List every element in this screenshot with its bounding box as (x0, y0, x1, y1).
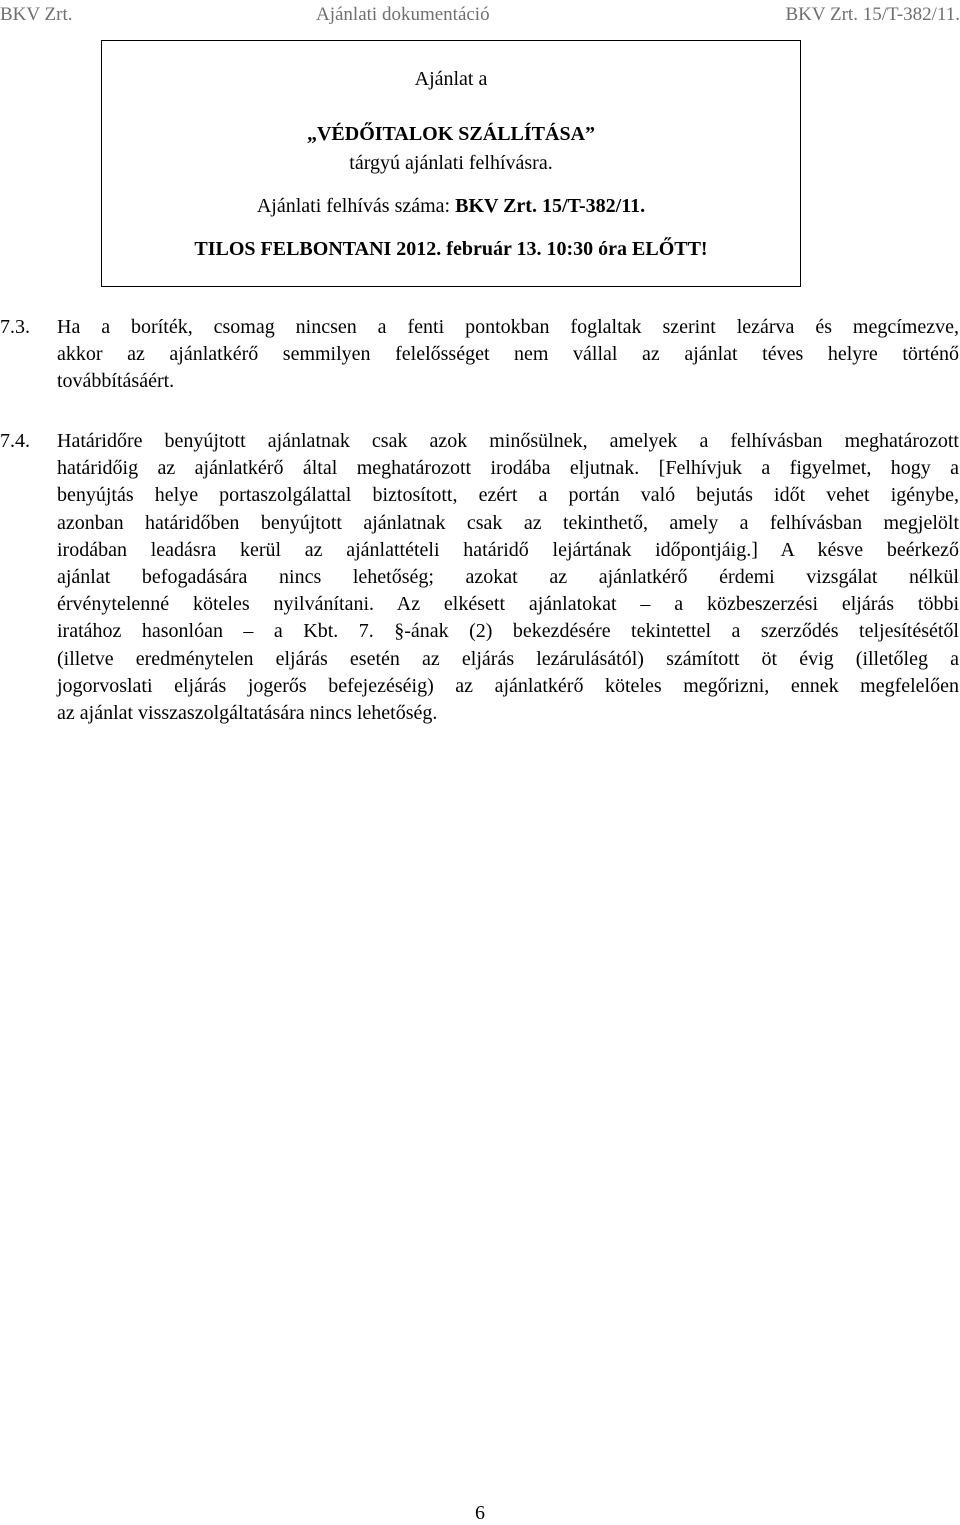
text-line: irodában leadásra kerül az ajánlattételi határidő lejártának időpontjáig.] A késve beérkező (57, 538, 959, 561)
page-number: 6 (475, 1502, 485, 1524)
section-number-7-3: 7.3. (0, 316, 30, 338)
section-number-7-4: 7.4. (0, 430, 30, 452)
text-line: érvénytelenné köteles nyilvánítani. Az elkésett ajánlatokat – a közbeszerzési eljárás többi (57, 593, 959, 616)
text-line: azonban határidőben benyújtott ajánlatnak csak az tekinthető, amely a felhívásban megjelölt (57, 511, 959, 534)
header-left: BKV Zrt. (0, 4, 73, 25)
text-line: az ajánlat visszaszolgáltatására nincs lehetőség. (57, 701, 438, 724)
text-line: Határidőre benyújtott ajánlatnak csak azok minősülnek, amelyek a felhívásban meghatározott (57, 430, 959, 452)
text-line: ajánlat befogadására nincs lehetőség; azokat az ajánlatkérő érdemi vizsgálat nélkül (57, 565, 959, 588)
header-center: Ajánlati dokumentáció (316, 4, 490, 25)
header-right: BKV Zrt. 15/T-382/11. (785, 4, 960, 25)
box-title: „VÉDŐITALOK SZÁLLÍTÁSA” (306, 123, 596, 145)
box-reference (102, 195, 800, 218)
text-line: (illetve eredménytelen eljárás esetén az eljárás lezárulásától) számított öt évig (illetőleg a (57, 647, 959, 670)
text-line: továbbításáért. (57, 370, 175, 393)
box-reference-prefix: Ajánlati felhívás száma: (256, 195, 456, 217)
text-line: iratához hasonlóan – a Kbt. 7. §-ának (2) bekezdésére tekintettel a szerződés teljesítésétől (57, 620, 959, 643)
text-line: akkor az ajánlatkérő semmilyen felelősséget nem vállal az ajánlat téves helyre történő (57, 343, 959, 366)
section-7-4-text (57, 428, 959, 727)
text-line: benyújtás helye portaszolgálattal biztosított, ezért a portán való bejutás időt vehet igénybe, (57, 484, 959, 507)
box-reference-number: BKV Zrt. 15/T-382/11. (455, 195, 646, 217)
text-line: jogorvoslati eljárás jogerős befejezéséig) az ajánlatkérő köteles megőrizni, ennek megfelelően (57, 674, 959, 697)
envelope-label-box (101, 40, 801, 287)
running-header (0, 4, 960, 30)
box-line-1: Ajánlat a (414, 68, 488, 90)
text-line: Ha a boríték, csomag nincsen a fenti pontokban foglaltak szerint lezárva és megcímezve, (57, 316, 959, 338)
box-line-3: tárgyú ajánlati felhívásra. (349, 152, 553, 174)
box-warning: TILOS FELBONTANI 2012. február 13. 10:30 óra ELŐTT! (194, 238, 708, 260)
section-7-3-text (57, 314, 959, 396)
text-line: határidőig az ajánlatkérő által meghatározott irodába eljutnak. [Felhívjuk a figyelmet, hogy a (57, 457, 959, 480)
